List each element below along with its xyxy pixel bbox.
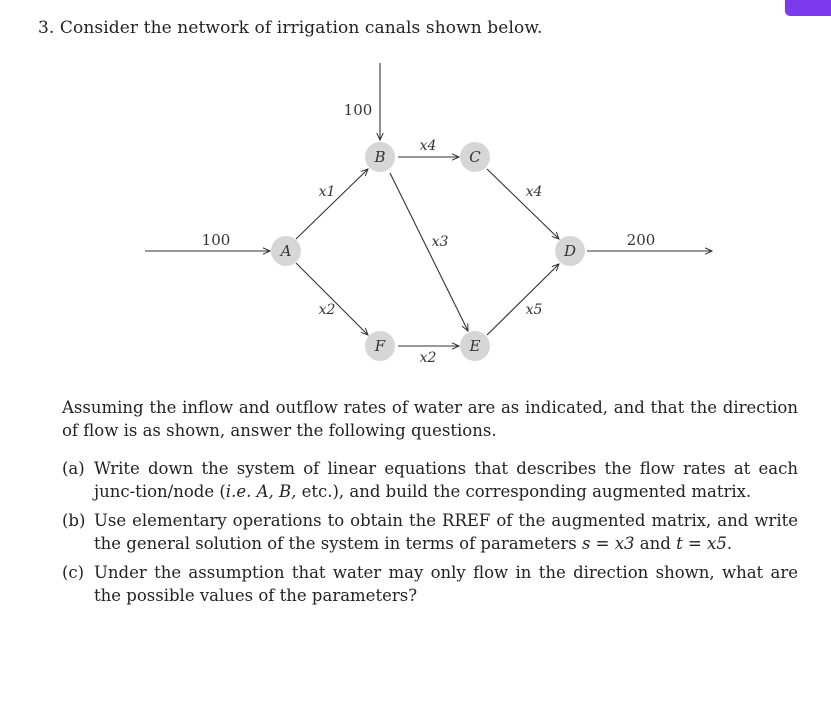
part-a [62, 457, 798, 503]
node-d-label: D [563, 242, 577, 260]
var-x4-cd-label: x4 [525, 184, 543, 200]
node-f [365, 331, 395, 361]
node-a-label: A [280, 242, 292, 260]
inflow-b-label: 100 [343, 101, 373, 119]
node-d [555, 236, 585, 266]
part-b-and: and [634, 534, 677, 553]
node-c [460, 142, 490, 172]
part-a-marker: (a) [62, 459, 85, 478]
var-x5-label: x5 [525, 302, 543, 318]
edge-b-e [390, 173, 468, 331]
node-e [460, 331, 490, 361]
part-b-param-t: t = x5 [676, 534, 727, 553]
part-b-marker: (b) [62, 511, 86, 530]
edge-a-b [296, 169, 368, 239]
part-b-end: . [726, 534, 733, 553]
var-x3-label: x3 [431, 234, 449, 250]
node-b [365, 142, 395, 172]
outflow-d-label: 200 [626, 231, 656, 249]
var-x2-fe-label: x2 [419, 350, 437, 366]
var-x1-label: x1 [318, 184, 336, 200]
intro-paragraph: Assuming the inflow and outflow rates of water are as indicated, and that the direction of flow is as shown, answer the following questions. [62, 398, 798, 440]
node-f-label: F [374, 337, 386, 355]
part-a-ie: i.e. A, B, [225, 482, 297, 501]
part-c-text: Under the assumption that water may only flow in the direction shown, what are the possible values of the parameters? [94, 563, 798, 605]
part-a-text-start: Write down the system of linear equations that describes the flow rates at each junc-tion/node ( [94, 459, 798, 501]
edge-c-d [487, 169, 559, 239]
edge-e-d [487, 264, 559, 335]
inflow-a-label: 100 [201, 231, 231, 249]
var-x4-bc-label: x4 [419, 138, 437, 154]
part-b-param-s: s = x3 [581, 534, 635, 553]
part-a-text-end: etc.), and build the corresponding augmented matrix. [296, 482, 752, 501]
node-c-label: C [469, 148, 481, 166]
question-parts [62, 457, 798, 613]
part-c [62, 561, 798, 607]
node-e-label: E [469, 337, 481, 355]
part-c-marker: (c) [62, 563, 85, 582]
node-b-label: B [374, 148, 386, 166]
question-title: 3. Consider the network of irrigation canals shown below. [38, 18, 543, 38]
node-a [271, 236, 301, 266]
edge-a-f [296, 263, 368, 335]
part-b [62, 509, 798, 555]
part-b-text-start: Use elementary operations to obtain the RREF of the augmented matrix, and write the general solution of the system in terms of parameters [94, 511, 798, 553]
var-x2-af-label: x2 [318, 302, 336, 318]
